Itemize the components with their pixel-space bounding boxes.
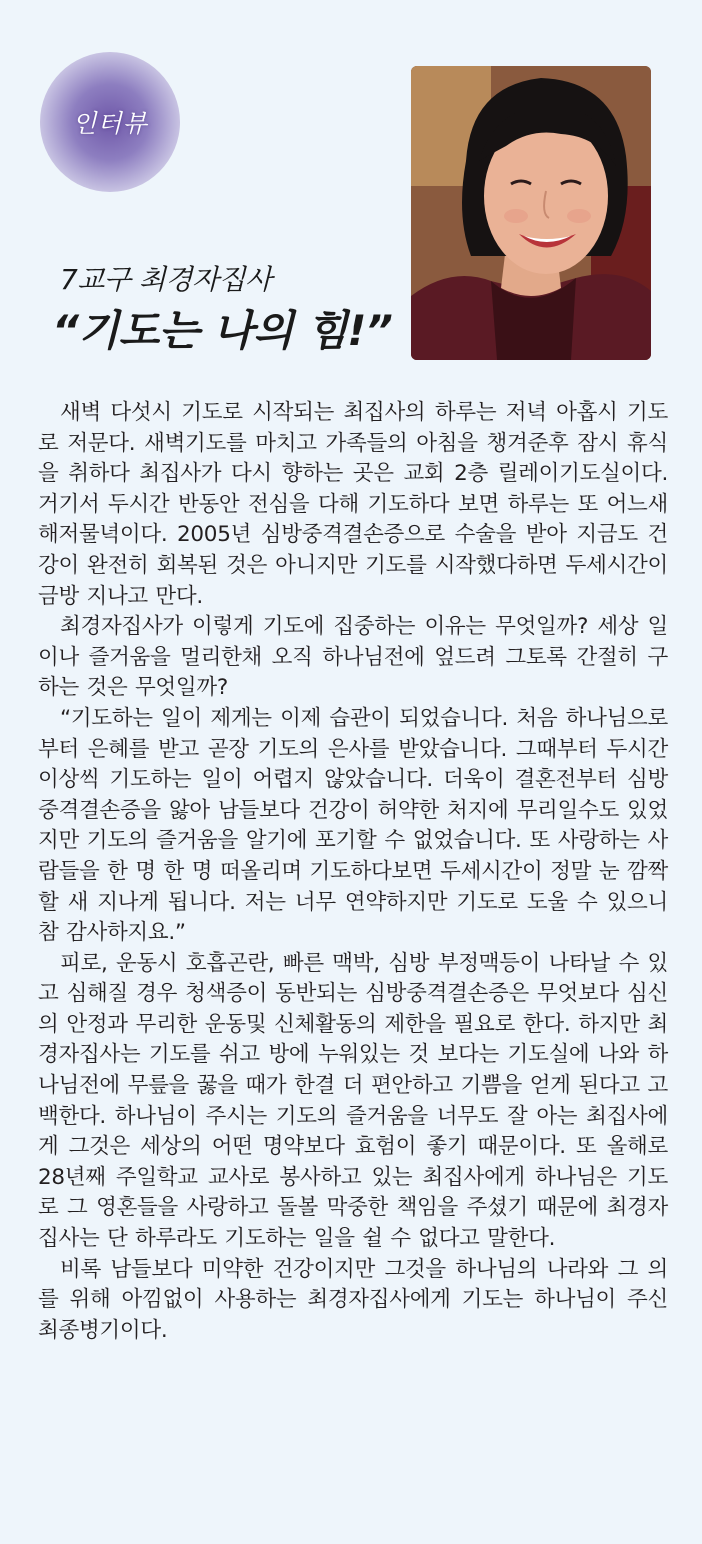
article-body	[38, 398, 668, 1346]
interview-badge	[40, 52, 180, 192]
article-title: “기도는 나의 힘!”	[52, 306, 393, 355]
article-paragraph: “기도하는 일이 제게는 이제 습관이 되었습니다. 처음 하나님으로부터 은혜를 받고 곧장 기도의 은사를 받았습니다. 그때부터 두시간 이상씩 기도하는 일이 어렵지 않았습니다. 더욱이 결혼전부터 심방중격결손증을 앓아 남들보다 건강이 허약한 처지에 무리일수도 있었지만 기도의 즐거움을 알기에 포기할 수 없었습니다. 또 사랑하는 사람들을 한 명 한 명 떠올리며 기도하다보면 두세시간이 정말 눈 깜짝할 새 지나게 됩니다. 저는 너무 연약하지만 기도로 도울 수 있으니 참 감사하지요.”	[38, 705, 668, 946]
badge-label: 인터뷰	[72, 109, 148, 138]
article-paragraph: 피로, 운동시 호흡곤란, 빠른 맥박, 심방 부정맥등이 나타날 수 있고 심해질 경우 청색증이 동반되는 심방중격결손증은 무엇보다 심신의 안정과 무리한 운동및 신체활동의 제한을 필요로 한다. 하지만 최경자집사는 기도를 쉬고 방에 누워있는 것 보다는 기도실에 나와 하나님전에 무릎을 꿇을 때가 한결 더 편안하고 기쁨을 얻게 된다고 고백한다. 하나님이 주시는 기도의 즐거움을 너무도 잘 아는 최집사에게 그것은 세상의 어떤 명약보다 효험이 좋기 때문이다. 또 올해로 28년째 주일학교 교사로 봉사하고 있는 최집사에게 하나님은 기도로 그 영혼들을 사랑하고 돌볼 막중한 책임을 주셨기 때문에 최경자집사는 단 하루라도 기도하는 일을 쉴 수 없다고 말한다.	[38, 950, 668, 1252]
interviewee-photo	[411, 66, 651, 360]
article-paragraph: 비록 남들보다 미약한 건강이지만 그것을 하나님의 나라와 그 의를 위해 아낌없이 사용하는 최경자집사에게 기도는 하나님이 주신 최종병기이다.	[38, 1256, 668, 1343]
interviewee-subtitle: 7교구 최경자집사	[60, 263, 272, 296]
article-paragraph: 새벽 다섯시 기도로 시작되는 최집사의 하루는 저녁 아홉시 기도로 저문다. 새벽기도를 마치고 가족들의 아침을 챙겨준후 잠시 휴식을 취하다 최집사가 다시 향하는 곳은 교회 2층 릴레이기도실이다. 거기서 두시간 반동안 전심을 다해 기도하다 보면 하루는 또 어느새 해저물녁이다. 2005년 심방중격결손증으로 수술을 받아 지금도 건강이 완전히 회복된 것은 아니지만 기도를 시작했다하면 두세시간이 금방 지나고 만다.	[38, 400, 668, 609]
article-paragraph: 최경자집사가 이렇게 기도에 집중하는 이유는 무엇일까? 세상 일이나 즐거움을 멀리한채 오직 하나님전에 엎드려 그토록 간절히 구하는 것은 무엇일까?	[38, 614, 668, 701]
